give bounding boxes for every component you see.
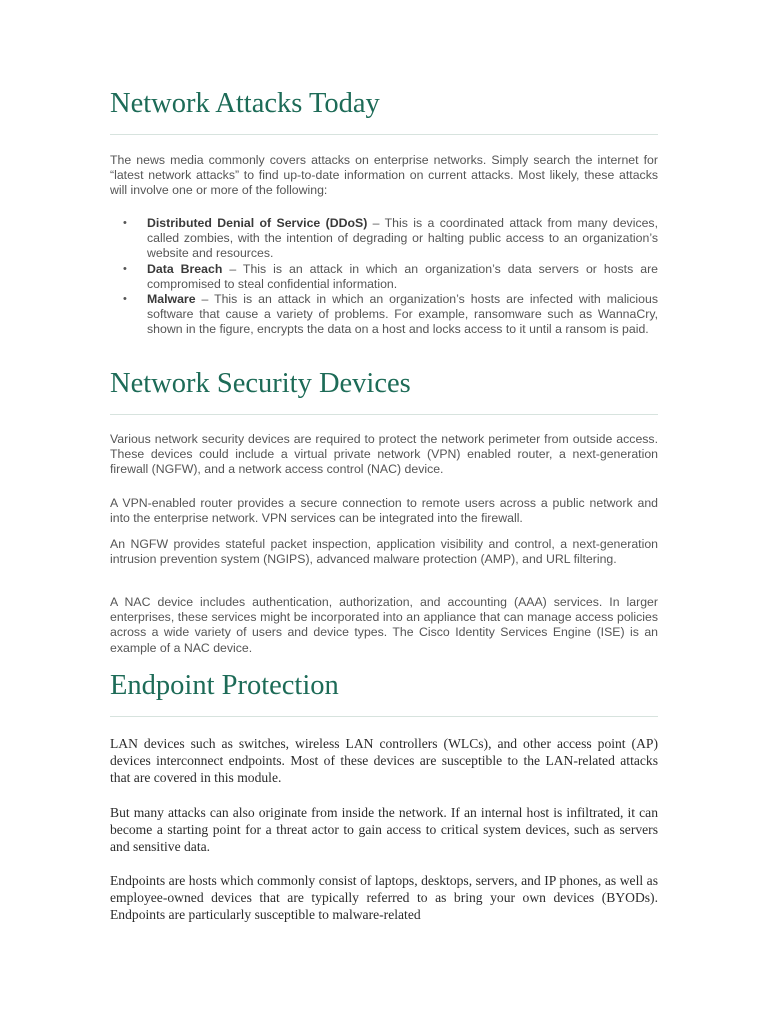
heading-endpoint-protection: Endpoint Protection [110,670,339,701]
paragraph-vpn-router: A VPN-enabled router provides a secure connection to remote users across a public network and into the enterprise network. VPN services can be integrated into the firewall. [110,496,658,526]
list-item-malware [110,292,658,338]
desc-malware: – This is an attack in which an organization’s hosts are infected with malicious software that cause a variety of problems. For example, ransomware such as WannaCry, shown in the figure, encrypts the data on a host and locks access to it until a ransom is paid. [147,292,658,337]
list-item-ddos [110,216,658,262]
heading-divider [110,716,658,717]
paragraph-security-devices-intro: Various network security devices are required to protect the network perimeter from outside access. These devices could include a virtual private network (VPN) enabled router, a next-generation firewall (NGFW), and a network access control (NAC) device. [110,432,658,477]
heading-divider [110,134,658,135]
heading-network-attacks-today: Network Attacks Today [110,88,380,119]
attack-types-list [110,216,658,338]
list-item-data-breach [110,262,658,292]
bullet-icon: • [123,293,127,306]
term-malware: Malware [147,292,196,307]
term-ddos: Distributed Denial of Service (DDoS) [147,216,368,230]
heading-divider [110,414,658,415]
heading-network-security-devices: Network Security Devices [110,368,411,399]
paragraph-lan-devices: LAN devices such as switches, wireless LAN controllers (WLCs), and other access point (AP) devices interconnect endpoints. Most of these devices are susceptible to the LAN-related attacks that are covered in this module. [110,736,658,785]
paragraph-attacks-intro: The news media commonly covers attacks on enterprise networks. Simply search the internet for “latest network attacks” to find up-to-date information on current attacks. Most likely, these attacks will involve one or more of the following: [110,153,658,198]
paragraph-endpoints: Endpoints are hosts which commonly consist of laptops, desktops, servers, and IP phones, as well as employee-owned devices that are typically referred to as bring your own devices (BYODs). Endpoints are particularly susceptible to malware-related [110,873,658,922]
paragraph-ngfw: An NGFW provides stateful packet inspection, application visibility and control, a next-generation intrusion prevention system (NGIPS), advanced malware protection (AMP), and URL filtering. [110,537,658,567]
term-data-breach: Data Breach [147,261,223,276]
desc-ddos: – This is a coordinated attack from many devices, called zombies, with the intention of degrading or halting public access to an organization’s website and resources. [147,216,658,261]
paragraph-nac: A NAC device includes authentication, authorization, and accounting (AAA) services. In larger enterprises, these services might be incorporated into an appliance that can manage access policies across a wide variety of users and device types. The Cisco Identity Services Engine (ISE) is an example of a NAC device. [110,595,658,655]
bullet-icon: • [123,262,127,275]
bullet-icon: • [123,217,127,229]
desc-data-breach: – This is an attack in which an organization’s data servers or hosts are compromised to steal confidential information. [147,261,659,291]
paragraph-internal-attacks: But many attacks can also originate from inside the network. If an internal host is infiltrated, it can become a starting point for a threat actor to gain access to critical system devices, such as servers and sensitive data. [110,805,658,854]
